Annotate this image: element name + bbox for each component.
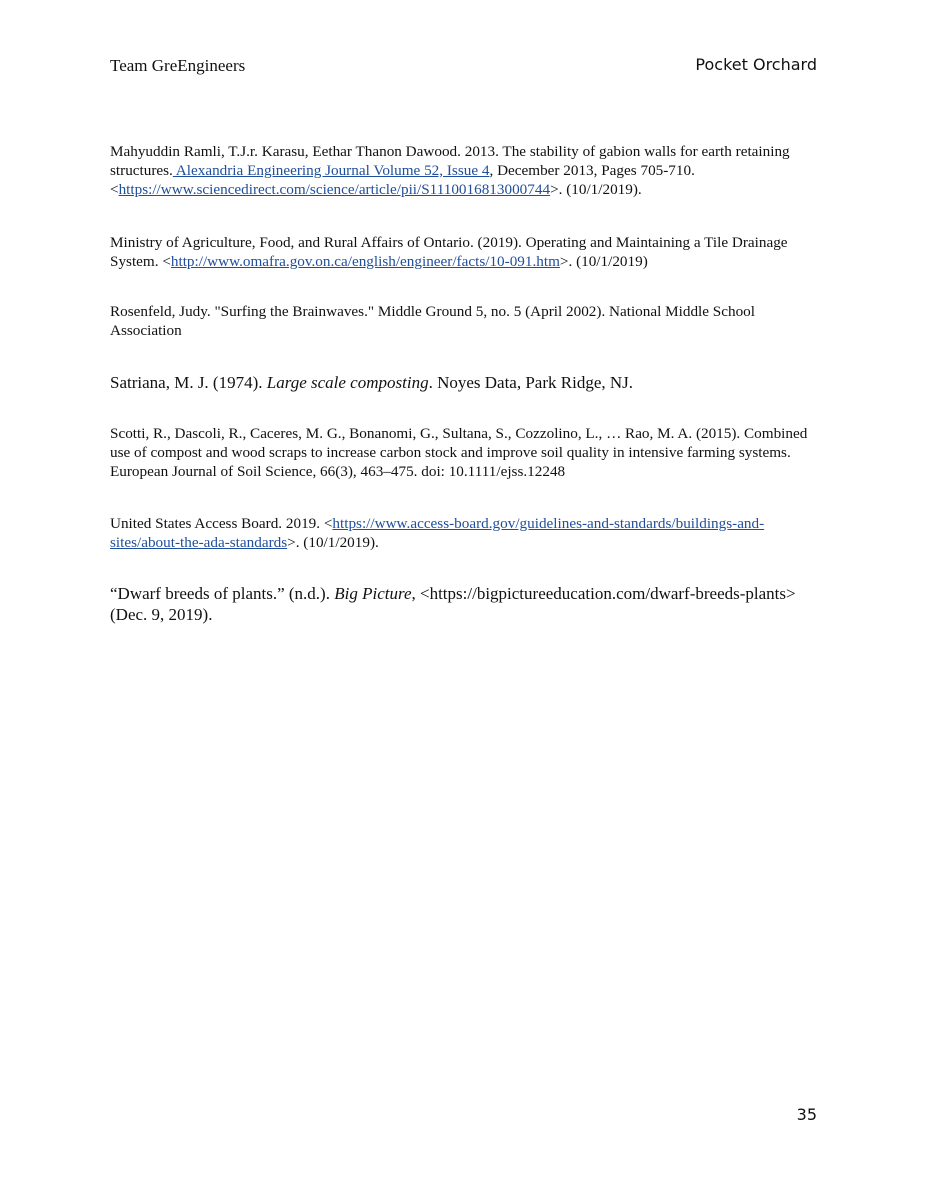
reference-text: >. (10/1/2019). bbox=[287, 534, 379, 551]
page-number: 35 bbox=[796, 1105, 817, 1124]
reference-satriana bbox=[110, 372, 826, 393]
omafra-link[interactable]: http://www.omafra.gov.on.ca/english/engineer/facts/10-091.htm bbox=[170, 253, 560, 270]
reference-list bbox=[110, 142, 826, 625]
reference-ramli bbox=[110, 142, 826, 199]
reference-text: . Noyes Data, Park Ridge, NJ. bbox=[428, 373, 634, 392]
journal-link[interactable]: Alexandria Engineering Journal Volume 52, Issue 4 bbox=[172, 162, 490, 179]
reference-text: >. (10/1/2019) bbox=[559, 253, 648, 270]
reference-scotti: Scotti, R., Dascoli, R., Caceres, M. G., Bonanomi, G., Sultana, S., Cozzolino, L., … Rao, M. A. (2015). Combined use of compost and wood scraps to increase carbon stock and improve soil quality in intensive farming systems. European Journal of Soil Science, 66(3), 463–475. doi: 10.1111/ejss.12248 bbox=[110, 425, 808, 480]
reference-text: Ministry of Agriculture, Food, and Rural Affairs of Ontario. (2019). Operating and Maintaining a Tile Drainage System. < bbox=[110, 234, 788, 270]
reference-text: United States Access Board. 2019. < bbox=[110, 515, 333, 532]
reference-text: >. (10/1/2019). bbox=[550, 181, 642, 198]
reference-text: Mahyuddin Ramli, T.J.r. Karasu, Eethar Thanon Dawood. 2013. The stability of gabion walls for earth retaining structures. bbox=[110, 143, 790, 179]
header-team-name: Team GreEngineers bbox=[110, 56, 246, 75]
reference-text: , December 2013, Pages 705-710. < bbox=[110, 162, 695, 198]
reference-omafra bbox=[110, 233, 826, 271]
publication-title: Big Picture bbox=[334, 584, 412, 603]
header-project-name: Pocket Orchard bbox=[695, 55, 817, 74]
book-title: Large scale composting bbox=[266, 373, 429, 392]
reference-text: , <https://bigpictureeducation.com/dwarf-breeds-plants> (Dec. 9, 2019). bbox=[110, 584, 796, 624]
reference-text: “Dwarf breeds of plants.” (n.d.). bbox=[110, 584, 335, 603]
reference-access-board bbox=[110, 514, 826, 552]
sciencedirect-link[interactable]: https://www.sciencedirect.com/science/article/pii/S1110016813000744 bbox=[118, 181, 551, 198]
reference-rosenfeld: Rosenfeld, Judy. "Surfing the Brainwaves." Middle Ground 5, no. 5 (April 2002). National Middle School Association bbox=[110, 303, 755, 339]
reference-dwarf-breeds bbox=[110, 583, 826, 625]
access-board-link[interactable]: https://www.access-board.gov/guidelines-and-standards/buildings-and-sites/about-the-ada-standards bbox=[110, 515, 765, 551]
reference-text: Satriana, M. J. (1974). bbox=[110, 373, 267, 392]
